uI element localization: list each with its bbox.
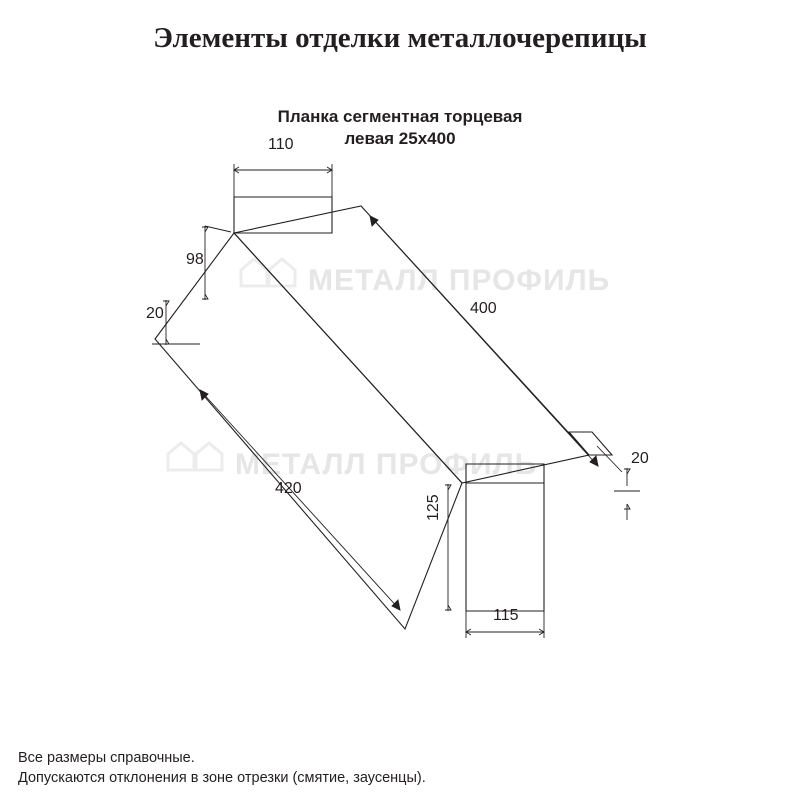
dimension-label-400: 400	[470, 300, 497, 317]
dimension-110	[234, 164, 332, 200]
dimension-125	[445, 484, 451, 611]
dimension-label-20-left: 20	[146, 305, 164, 322]
dimension-420	[200, 390, 400, 610]
dimension-label-420: 420	[275, 480, 302, 497]
footnote-line-2: Допускаются отклонения в зоне отрезки (смятие, заусенцы).	[18, 770, 426, 786]
subtitle-line-2: левая 25х400	[344, 129, 456, 148]
part-right-tab	[569, 432, 612, 455]
footnote-line-1: Все размеры справочные.	[18, 750, 195, 766]
dimension-label-98: 98	[186, 251, 204, 268]
dimension-label-115: 115	[493, 607, 519, 624]
dimension-label-110: 110	[268, 136, 294, 153]
watermark-text: МЕТАЛЛ ПРОФИЛЬ	[308, 264, 611, 297]
footnotes	[18, 748, 426, 788]
subtitle-line-1: Планка сегментная торцевая	[277, 107, 523, 126]
dimension-label-125: 125	[425, 494, 442, 521]
part-lower-left-face	[155, 233, 462, 629]
dimension-label-20-right: 20	[631, 450, 649, 467]
part-main-top-face	[234, 206, 589, 483]
page-title: Элементы отделки металлочерепицы	[153, 22, 647, 54]
dimension-400	[370, 216, 598, 466]
dimension-98	[202, 226, 231, 300]
part-bottom-flange	[466, 464, 544, 611]
watermark-text-2: МЕТАЛЛ ПРОФИЛЬ	[235, 448, 538, 481]
